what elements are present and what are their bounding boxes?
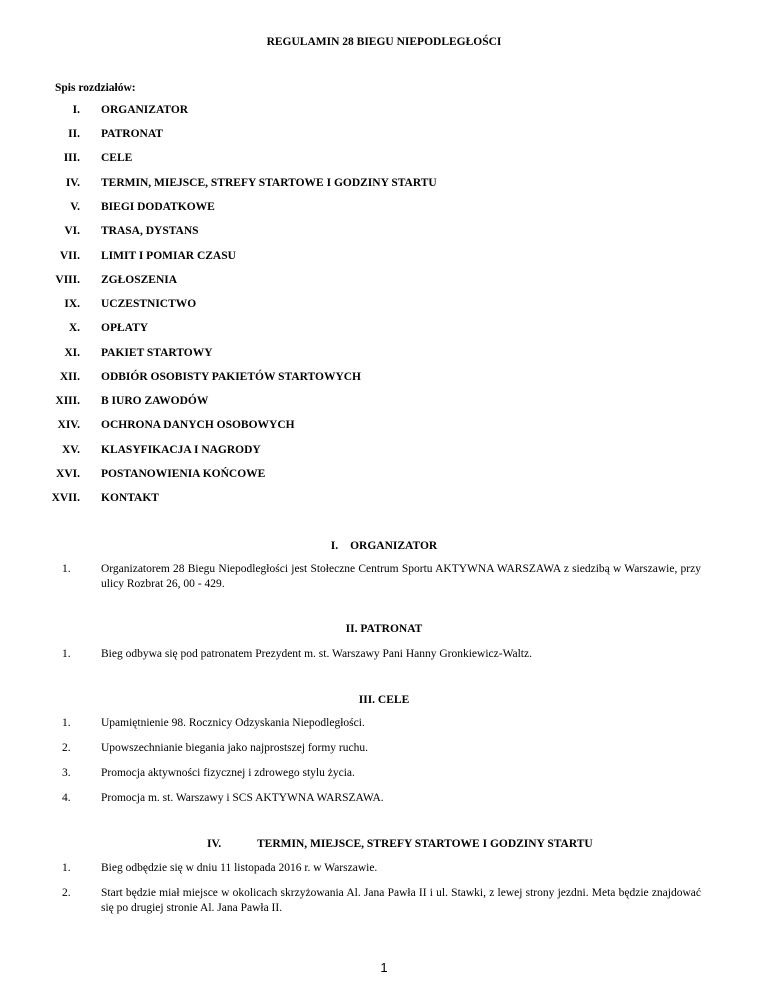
item-number: 3. [62,767,71,779]
toc-item-number: XVII. [51,492,80,504]
toc-item-label: ODBIÓR OSOBISTY PAKIETÓW STARTOWYCH [101,371,362,383]
toc-item [0,225,768,241]
toc-item-number: II. [68,128,80,140]
item-number: 2. [62,742,71,754]
toc-item [0,419,768,435]
toc-item [0,395,768,411]
toc-item-label: OCHRONA DANYCH OSOBOWYCH [101,419,295,431]
section-number: IV. [207,838,222,850]
toc-item-label: B IURO ZAWODÓW [101,395,209,407]
toc-item-number: XV. [61,444,80,456]
toc-item-number: VII. [59,250,80,262]
toc-item-label: KLASYFIKACJA I NAGRODY [101,444,261,456]
section-heading-termin [0,838,768,854]
toc-item-number: I. [72,104,80,116]
section-title: TERMIN, MIEJSCE, STREFY STARTOWE I GODZINY STARTU [257,838,593,850]
toc-item [0,322,768,338]
toc-item [0,298,768,314]
document-title: REGULAMIN 28 BIEGU NIEPODLEGŁOŚCI [266,36,502,48]
item-number: 2. [62,887,71,899]
toc-item-label: PAKIET STARTOWY [101,347,213,359]
toc-item [0,371,768,387]
toc-item-label: TRASA, DYSTANS [101,225,199,237]
toc-item-number: IV. [65,177,80,189]
toc-item-number: XIV. [57,419,80,431]
section-number: I. [330,540,339,552]
toc-item [0,128,768,144]
toc-item-number: XVI. [56,468,80,480]
toc-item [0,152,768,168]
toc-item [0,492,768,508]
toc-item-label: BIEGI DODATKOWE [101,201,215,213]
toc-item [0,177,768,193]
toc-item-number: III. [63,152,80,164]
toc-item-number: XII. [59,371,80,383]
toc-item [0,274,768,290]
toc-item [0,444,768,460]
toc-item-label: OPŁATY [101,322,149,334]
toc-item-label: TERMIN, MIEJSCE, STREFY STARTOWE I GODZINY STARTU [101,177,437,189]
item-text: Start będzie miał miejsce w okolicach skrzyżowania Al. Jana Pawła II i ul. Stawki, z lewej strony jezdni. Meta będzie znajdować się po drugiej stronie Al. Jana Pawła II. [101,887,701,914]
toc-item-label: ZGŁOSZENIA [101,274,178,286]
toc-item [0,104,768,120]
toc-item-label: ORGANIZATOR [101,104,189,116]
item-number: 1. [62,862,71,874]
toc-item-number: IX. [64,298,80,310]
toc-item [0,468,768,484]
toc-item-number: XI. [64,347,80,359]
section-heading-cele: III. CELE [358,694,410,706]
toc-item-number: X. [68,322,80,334]
toc-item-number: VIII. [55,274,80,286]
item-text: Promocja aktywności fizycznej i zdrowego stylu życia. [101,767,355,779]
page-number: 1 [380,960,388,975]
toc-item-label: CELE [101,152,133,164]
item-number: 4. [62,792,71,804]
section-heading-patronat: II. PATRONAT [345,623,423,635]
item-number: 1. [62,717,71,729]
item-text: Bieg odbędzie się w dniu 11 listopada 2016 r. w Warszawie. [101,862,378,874]
toc-item [0,201,768,217]
item-text: Organizatorem 28 Biegu Niepodległości jest Stołeczne Centrum Sportu AKTYWNA WARSZAWA z siedzibą w Warszawie, przy ulicy Rozbrat 26, 00 - 429. [101,563,701,590]
toc-item-number: V. [70,201,80,213]
toc-item-label: LIMIT I POMIAR CZASU [101,250,236,262]
item-text: Bieg odbywa się pod patronatem Prezydent m. st. Warszawy Pani Hanny Gronkiewicz-Waltz. [101,648,532,660]
toc-heading: Spis rozdziałów: [55,82,136,94]
section-heading-organizator [0,540,768,552]
item-text: Upowszechnianie biegania jako najprostszej formy ruchu. [101,742,368,754]
item-text: Upamiętnienie 98. Rocznicy Odzyskania Niepodległości. [101,717,365,729]
toc-item-number: VI. [64,225,80,237]
toc-item [0,347,768,363]
toc-item [0,250,768,266]
toc-item-label: POSTANOWIENIA KOŃCOWE [101,468,266,480]
toc-item-label: PATRONAT [101,128,163,140]
toc-item-label: UCZESTNICTWO [101,298,197,310]
section-title: ORGANIZATOR [350,540,438,552]
toc-item-label: KONTAKT [101,492,159,504]
item-number: 1. [62,563,71,575]
toc-item-number: XIII. [55,395,80,407]
item-text: Promocja m. st. Warszawy i SCS AKTYWNA WARSZAWA. [101,792,384,804]
item-number: 1. [62,648,71,660]
